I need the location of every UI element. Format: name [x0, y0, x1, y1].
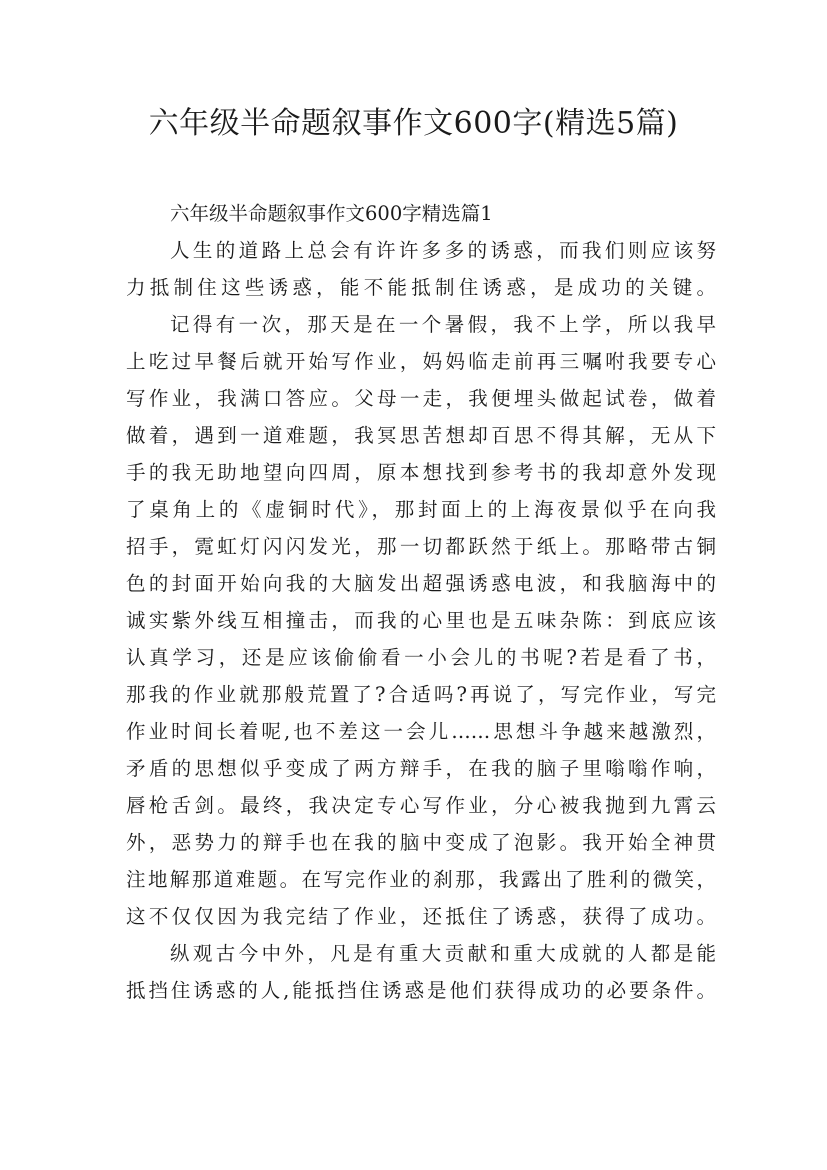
document-title: 六年级半命题叙事作文600字(精选5篇) [148, 106, 679, 141]
paragraph-line: 注地解那道难题。在写完作业的刹那，我露出了胜利的微笑， [126, 868, 716, 891]
paragraph-line: 纵观古今中外，凡是有重大贡献和重大成就的人都是能 [170, 942, 716, 965]
section-heading: 六年级半命题叙事作文600字精选篇1 [170, 202, 493, 225]
paragraph-line: 那我的作业就那般荒置了?合适吗?再说了，写完作业，写完 [126, 683, 716, 706]
paragraph-line: 外，恶势力的辩手也在我的脑中变成了泡影。我开始全神贯 [126, 831, 716, 854]
paragraph-line: 抵挡住诱惑的人,能抵挡住诱惑是他们获得成功的必要条件。 [126, 979, 716, 1002]
paragraph-line: 矛盾的思想似乎变成了两方辩手，在我的脑子里嗡嗡作响， [126, 757, 716, 780]
paragraph-line: 做着，遇到一道难题，我冥思苦想却百思不得其解，无从下 [126, 424, 716, 447]
paragraph-line: 了桌角上的《虚铜时代》，那封面上的上海夜景似乎在向我 [126, 498, 716, 521]
paragraph-line: 力抵制住这些诱惑，能不能抵制住诱惑，是成功的关键。 [126, 276, 716, 299]
paragraph-line: 记得有一次，那天是在一个暑假，我不上学，所以我早 [170, 313, 716, 336]
document-body [126, 195, 716, 1009]
paragraph-line: 诚实紫外线互相撞击，而我的心里也是五味杂陈：到底应该 [126, 609, 716, 632]
paragraph-line: 这不仅仅因为我完结了作业，还抵住了诱惑，获得了成功。 [126, 905, 716, 928]
paragraph-line: 色的封面开始向我的大脑发出超强诱惑电波，和我脑海中的 [126, 572, 716, 595]
paragraph-line: 认真学习，还是应该偷偷看一小会儿的书呢?若是看了书， [126, 646, 716, 669]
paragraph-line: 招手，霓虹灯闪闪发光，那一切都跃然于纸上。那略带古铜 [126, 535, 716, 558]
paragraph-line: 人生的道路上总会有许许多多的诱惑，而我们则应该努 [170, 239, 716, 262]
paragraph-line: 写作业，我满口答应。父母一走，我便埋头做起试卷，做着 [126, 387, 716, 410]
paragraph-line: 上吃过早餐后就开始写作业，妈妈临走前再三嘱咐我要专心 [126, 350, 716, 373]
paragraph-line: 作业时间长着呢,也不差这一会儿……思想斗争越来越激烈， [126, 720, 716, 743]
paragraph-line: 唇枪舌剑。最终，我决定专心写作业，分心被我抛到九霄云 [126, 794, 716, 817]
paragraph-line: 手的我无助地望向四周，原本想找到参考书的我却意外发现 [126, 461, 716, 484]
